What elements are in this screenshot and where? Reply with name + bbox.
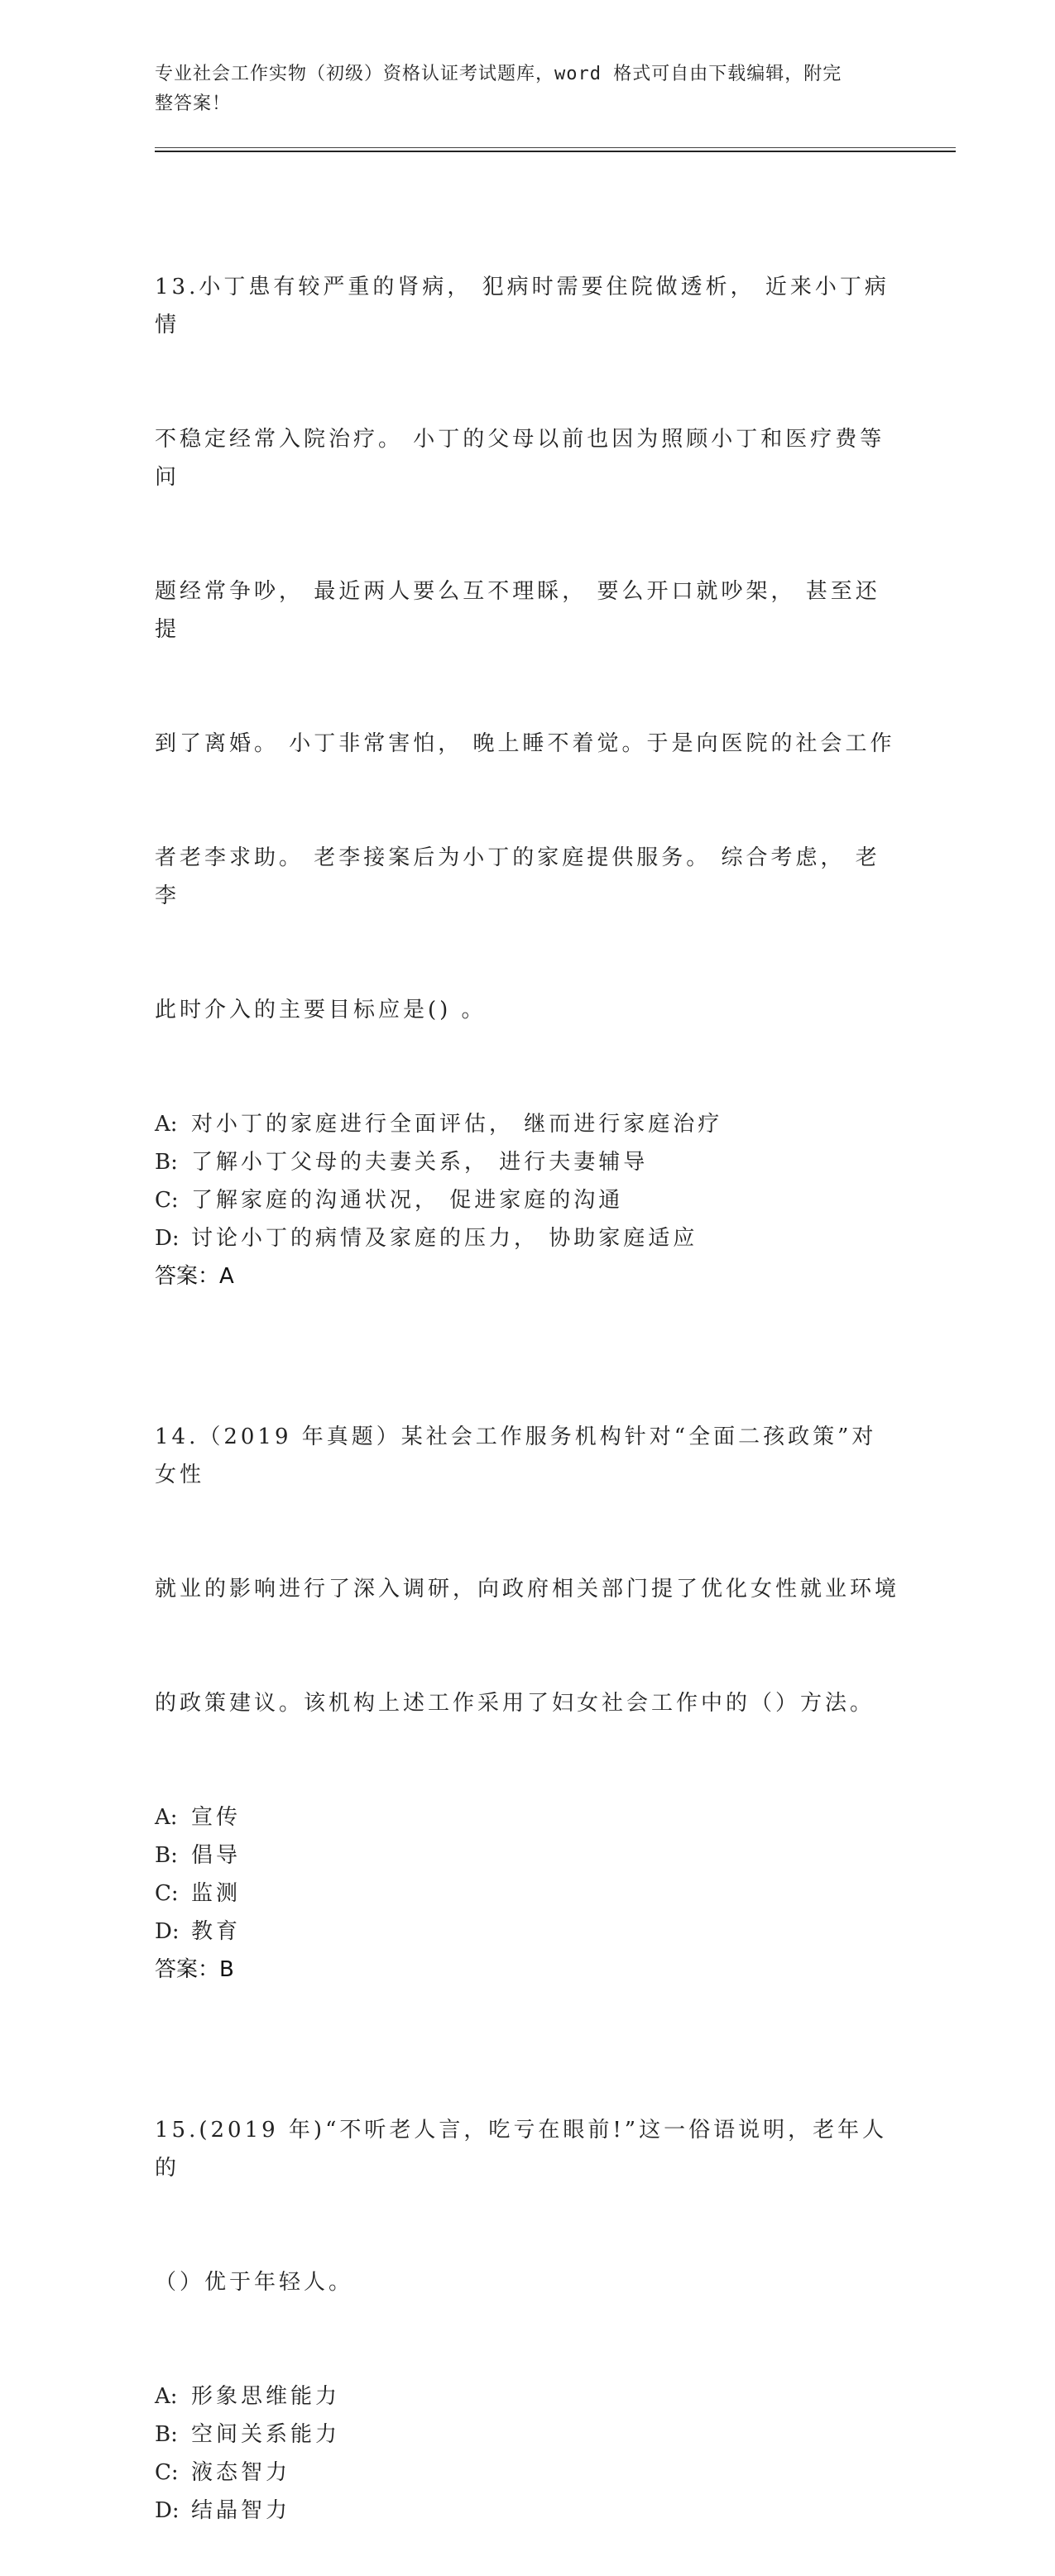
question-stem bbox=[155, 2035, 899, 2377]
option-text: 形象思维能力 bbox=[191, 2384, 341, 2409]
option-text: 宣传 bbox=[191, 1805, 242, 1830]
stem-line: 就业的影响进行了深入调研，向政府相关部门提了优化女性就业环境 bbox=[155, 1577, 900, 1602]
stem-line: 15.(2019 年)“不听老人言，吃亏在眼前!”这一俗语说明，老年人的 bbox=[155, 2118, 888, 2181]
option-key: B: bbox=[155, 1843, 178, 1868]
option-key: C: bbox=[155, 1188, 179, 1213]
option-text: 对小丁的家庭进行全面评估， 继而进行家庭治疗 bbox=[191, 1112, 723, 1137]
option-key: A: bbox=[155, 1805, 178, 1830]
option-key: A: bbox=[155, 2384, 178, 2409]
option-text: 结晶智力 bbox=[191, 2498, 291, 2523]
question-15 bbox=[155, 2035, 899, 2530]
answer-line: 答案：A bbox=[155, 1264, 234, 1289]
header-divider-thick bbox=[155, 151, 956, 152]
option-key: D: bbox=[155, 2498, 180, 2523]
stem-line: 此时介入的主要目标应是() 。 bbox=[155, 998, 487, 1022]
question-stem bbox=[155, 1342, 899, 1798]
option-key: D: bbox=[155, 1226, 180, 1251]
option-c bbox=[155, 1181, 899, 1219]
option-d bbox=[155, 1913, 899, 1951]
option-d bbox=[155, 1219, 899, 1257]
option-text: 讨论小丁的病情及家庭的压力， 协助家庭适应 bbox=[191, 1226, 698, 1251]
option-text: 空间关系能力 bbox=[191, 2422, 341, 2447]
stem-line: 不稳定经常入院治疗。 小丁的父母以前也因为照顾小丁和医疗费等问 bbox=[155, 427, 885, 490]
option-text: 监测 bbox=[191, 1881, 242, 1906]
option-text: 了解小丁父母的夫妻关系， 进行夫妻辅导 bbox=[191, 1150, 649, 1175]
option-key: C: bbox=[155, 1881, 179, 1906]
header-line-2: 整答案！ bbox=[155, 93, 232, 114]
option-a bbox=[155, 1105, 899, 1143]
option-b bbox=[155, 2416, 899, 2454]
document-header bbox=[155, 60, 883, 119]
stem-line: 者老李求助。 老李接案后为小丁的家庭提供服务。 综合考虑， 老李 bbox=[155, 845, 880, 908]
stem-line: 13.小丁患有较严重的肾病， 犯病时需要住院做透析， 近来小丁病情 bbox=[155, 275, 890, 338]
stem-line: 的政策建议。该机构上述工作采用了妇女社会工作中的（）方法。 bbox=[155, 1691, 875, 1716]
option-b bbox=[155, 1836, 899, 1875]
option-text: 液态智力 bbox=[191, 2460, 291, 2485]
question-stem bbox=[155, 192, 899, 1105]
option-key: B: bbox=[155, 1150, 178, 1175]
option-key: D: bbox=[155, 1919, 180, 1944]
option-b bbox=[155, 1143, 899, 1181]
option-key: A: bbox=[155, 1112, 178, 1137]
stem-line: （）优于年轻人。 bbox=[155, 2270, 354, 2295]
question-14 bbox=[155, 1342, 899, 1989]
option-text: 教育 bbox=[191, 1919, 242, 1944]
option-text: 倡导 bbox=[191, 1843, 242, 1868]
option-a bbox=[155, 2377, 899, 2416]
header-divider-thin bbox=[155, 147, 956, 148]
option-d bbox=[155, 2492, 899, 2530]
header-line-1: 专业社会工作实物（初级）资格认证考试题库，word 格式可自由下载编辑，附完 bbox=[155, 64, 842, 84]
question-13 bbox=[155, 192, 899, 1295]
stem-line: 题经常争吵， 最近两人要么互不理睬， 要么开口就吵架， 甚至还提 bbox=[155, 579, 880, 642]
option-text: 了解家庭的沟通状况， 促进家庭的沟通 bbox=[191, 1188, 624, 1213]
stem-line: 14.（2019 年真题）某社会工作服务机构针对“全面二孩政策”对女性 bbox=[155, 1424, 877, 1487]
option-key: B: bbox=[155, 2422, 178, 2447]
stem-line: 到了离婚。 小丁非常害怕， 晚上睡不着觉。于是向医院的社会工作 bbox=[155, 731, 895, 756]
question-list bbox=[155, 192, 899, 2576]
option-key: C: bbox=[155, 2460, 179, 2485]
option-c bbox=[155, 2454, 899, 2492]
option-c bbox=[155, 1875, 899, 1913]
answer-line: 答案：B bbox=[155, 1957, 234, 1982]
option-a bbox=[155, 1798, 899, 1836]
